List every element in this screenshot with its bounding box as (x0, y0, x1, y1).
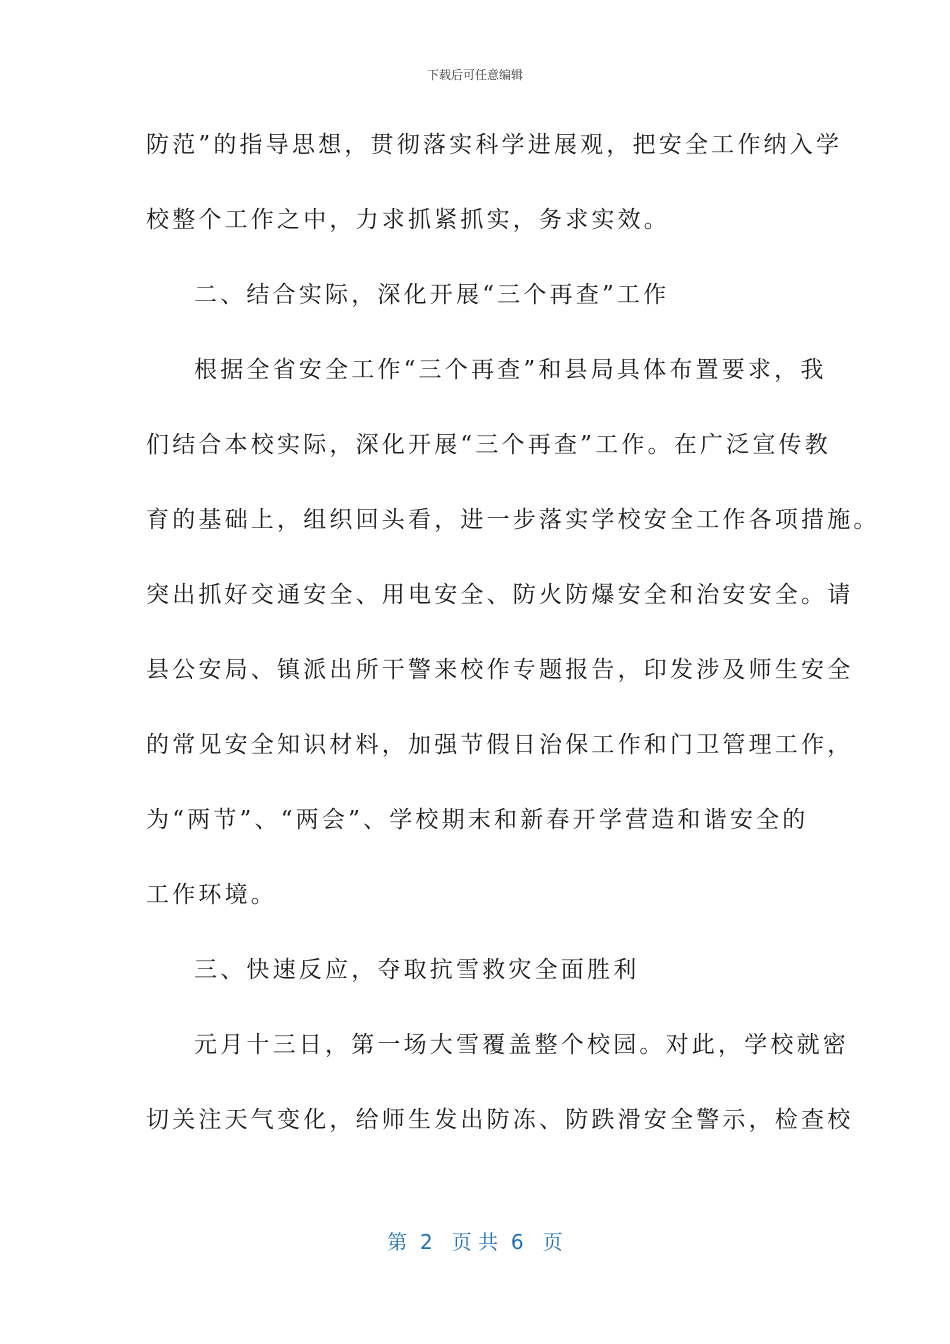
body-line-1: 防范”的指导思想，贯彻落实科学进展观，把安全工作纳入学 (146, 132, 843, 158)
body-line-10: 为“两节”、“两会”、学校期末和新春开学营造和谐安全的 (146, 807, 809, 833)
body-line-9: 的常见安全知识材料，加强节假日治保工作和门卫管理工作， (146, 732, 854, 758)
body-line-4: 根据全省安全工作“三个再查”和县局具体布置要求，我 (194, 357, 827, 383)
section-heading-3: 三、快速反应，夺取抗雪救灾全面胜利 (194, 957, 640, 983)
body-line-13: 元月十三日，第一场大雪覆盖整个校园。对此，学校就密 (194, 1032, 849, 1058)
page-number: 第 2 页 共 6 页 (387, 1230, 563, 1254)
header-note: 下载后可任意编辑 (426, 68, 523, 82)
section-heading-2: 二、结合实际，深化开展“三个再查”工作 (194, 282, 670, 308)
body-line-7: 突出抓好交通安全、用电安全、防火防爆安全和治安安全。请 (146, 582, 854, 608)
body-line-14: 切关注天气变化，给师生发出防冻、防跌滑安全警示，检查校 (146, 1107, 854, 1133)
body-line-2: 校整个工作之中，力求抓紧抓实，务求实效。 (146, 207, 670, 233)
body-line-5: 们结合本校实际，深化开展“三个再查”工作。在广泛宣传教 (146, 432, 831, 458)
body-line-8: 县公安局、镇派出所干警来校作专题报告，印发涉及师生安全 (146, 657, 854, 683)
body-line-11: 工作环境。 (146, 882, 277, 908)
body-line-6: 育的基础上，组织回头看，进一步落实学校安全工作各项措施。 (146, 507, 880, 533)
